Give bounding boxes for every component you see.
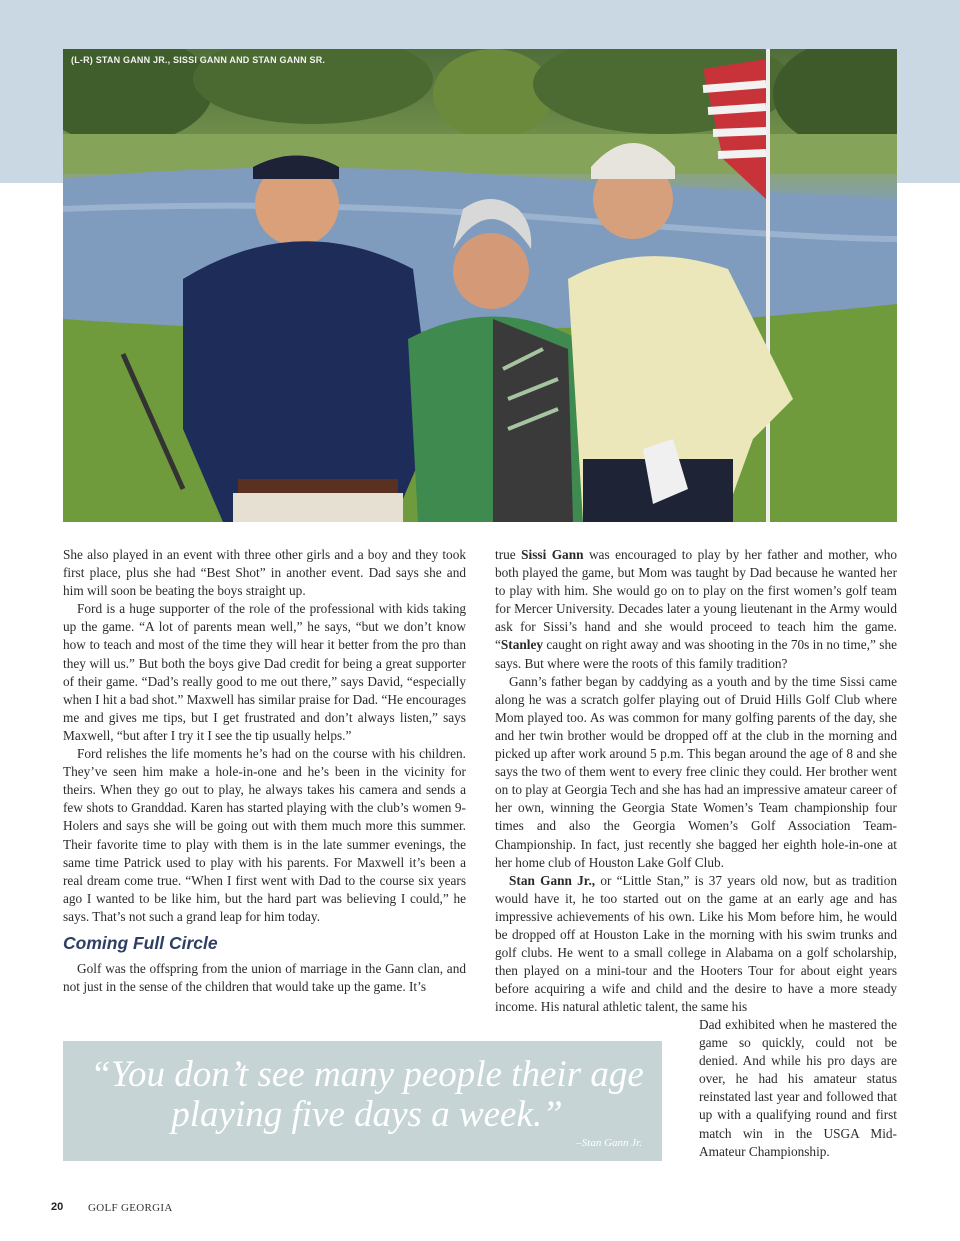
family-photo xyxy=(63,49,897,522)
pull-quote-attribution: –Stan Gann Jr. xyxy=(576,1137,642,1149)
right-paragraph-3 xyxy=(495,872,897,1017)
section-heading: Coming Full Circle xyxy=(63,932,218,953)
left-paragraph-1: She also played in an event with three other girls and a boy and they took first place, plus she had “Best Shot” in another event. Dad says she and him will soon be beating the boys straight up. xyxy=(63,547,466,599)
right-column-continued xyxy=(699,1016,897,1161)
right-paragraph-2: Gann’s father began by caddying as a youth and by the time Sissi came along he was a scratch golfer playing out of Druid Hills Golf Club where Mom played too. As was common for many golfing parents of the day, she and her twin brother would be dropped off at the club in the morning and picked up after work around 5 p.m. This began around the age of 8 and she says the two of them went to every free clinic they could. Her brother went on to play at Georgia Tech and she has had an impressive amateur career of her own, winning the Georgia State Women’s Team championship four times and also the Georgia Women’s Golf Association Team- Championship. In fact, just recently she bagged her eighth hole-in-one at her home club of Houston Lake Golf Club. xyxy=(495,673,897,870)
pull-quote xyxy=(63,1041,662,1161)
magazine-name: GOLF GEORGIA xyxy=(88,1202,173,1214)
golf-course-photo-illustration xyxy=(63,49,897,522)
right-p3-text: or “Little Stan,” is 37 years old now, but as tradition would have it, he too started out on the game at an early age and has impressive achievements of his own. Like his Mom before him, he would be dropped off at Houston Lake in the morning with his swim trunks and golf clubs. He went to a small college in Alabama on a golf scholarship, then played on a mini-tour and the Hooters Tour for about eight years before acquiring a wife and child and the desire to have a more steady income. His natural athletic talent, the same his xyxy=(495,872,897,1015)
pull-quote-text: “You don’t see many people their age playing five days a week.” xyxy=(90,1054,644,1135)
right-p1-pre: true xyxy=(495,547,522,562)
page-number: 20 xyxy=(51,1201,64,1213)
right-paragraph-1 xyxy=(495,546,897,673)
sissi-gann-name: Sissi Gann xyxy=(521,547,584,562)
photo-caption: (L-R) STAN GANN JR., SISSI GANN AND STAN GANN SR. xyxy=(71,55,326,65)
right-paragraph-3-continued: Dad exhibited when he mastered the game so quickly, could not be denied. And while his pro days are over, he had his amateur status reinstated last year and followed that up with a qualifying round and first match win in the USGA Mid-Amateur Championship. xyxy=(699,1017,897,1159)
left-column xyxy=(63,546,466,996)
right-p1-mid: was encouraged to play by her father and mother, who both played the game, but Mom was taught by Dad because he wanted her to play with him. She would go on to play on the first women’s golf team for Mercer University. Decades later a young lieutenant in the Army would ask for Sissi’s hand and she would proceed to teach him the game. “ xyxy=(495,547,898,653)
right-p1-post: caught on right away and was shooting in the 70s in no time,” she says. But where were the roots of this family tradition? xyxy=(495,637,897,671)
right-column xyxy=(495,546,897,1016)
left-paragraph-3: Ford relishes the life moments he’s had on the course with his children. They’ve seen him make a hole-in-one and he’s been in the vicinity for theirs. When they go out to play, he always takes his camera and sends a few shots to Granddad. Karen has started playing with the club’s women 9-Holers and says she will be going out with them much more this summer. Their favorite time to play with them is in the late summer evenings, the same time Patrick used to play with his parents. For Maxwell it’s been a real dream come true. “When I first went with Dad to the course six years ago I wanted to be like him, but the hard part was believing I could,” he says. That’s not such a grand leap for him today. xyxy=(63,746,466,924)
left-paragraph-2: Ford is a huge supporter of the role of the professional with kids taking up the game. “A lot of parents mean well,” he says, “but we don’t know how to teach and most of the time they will hear it better from the pro than they will us.” But both the boys give Dad credit for being a great supporter of their game. “Dad’s really good to me out there,” says David, “especially when I hit a bad shot.” Maxwell has similar praise for Dad. “He encourages me and gives me tips, but I get frustrated and don’t always listen,” says Maxwell, “but after I try it I see the tip usually helps.” xyxy=(63,601,466,743)
stanley-name: Stanley xyxy=(500,637,544,653)
stan-gann-jr-name: Stan Gann Jr., xyxy=(509,872,596,888)
left-paragraph-4: Golf was the offspring from the union of marriage in the Gann clan, and not just in the sense of the children that would take up the game. It’s xyxy=(63,960,466,995)
